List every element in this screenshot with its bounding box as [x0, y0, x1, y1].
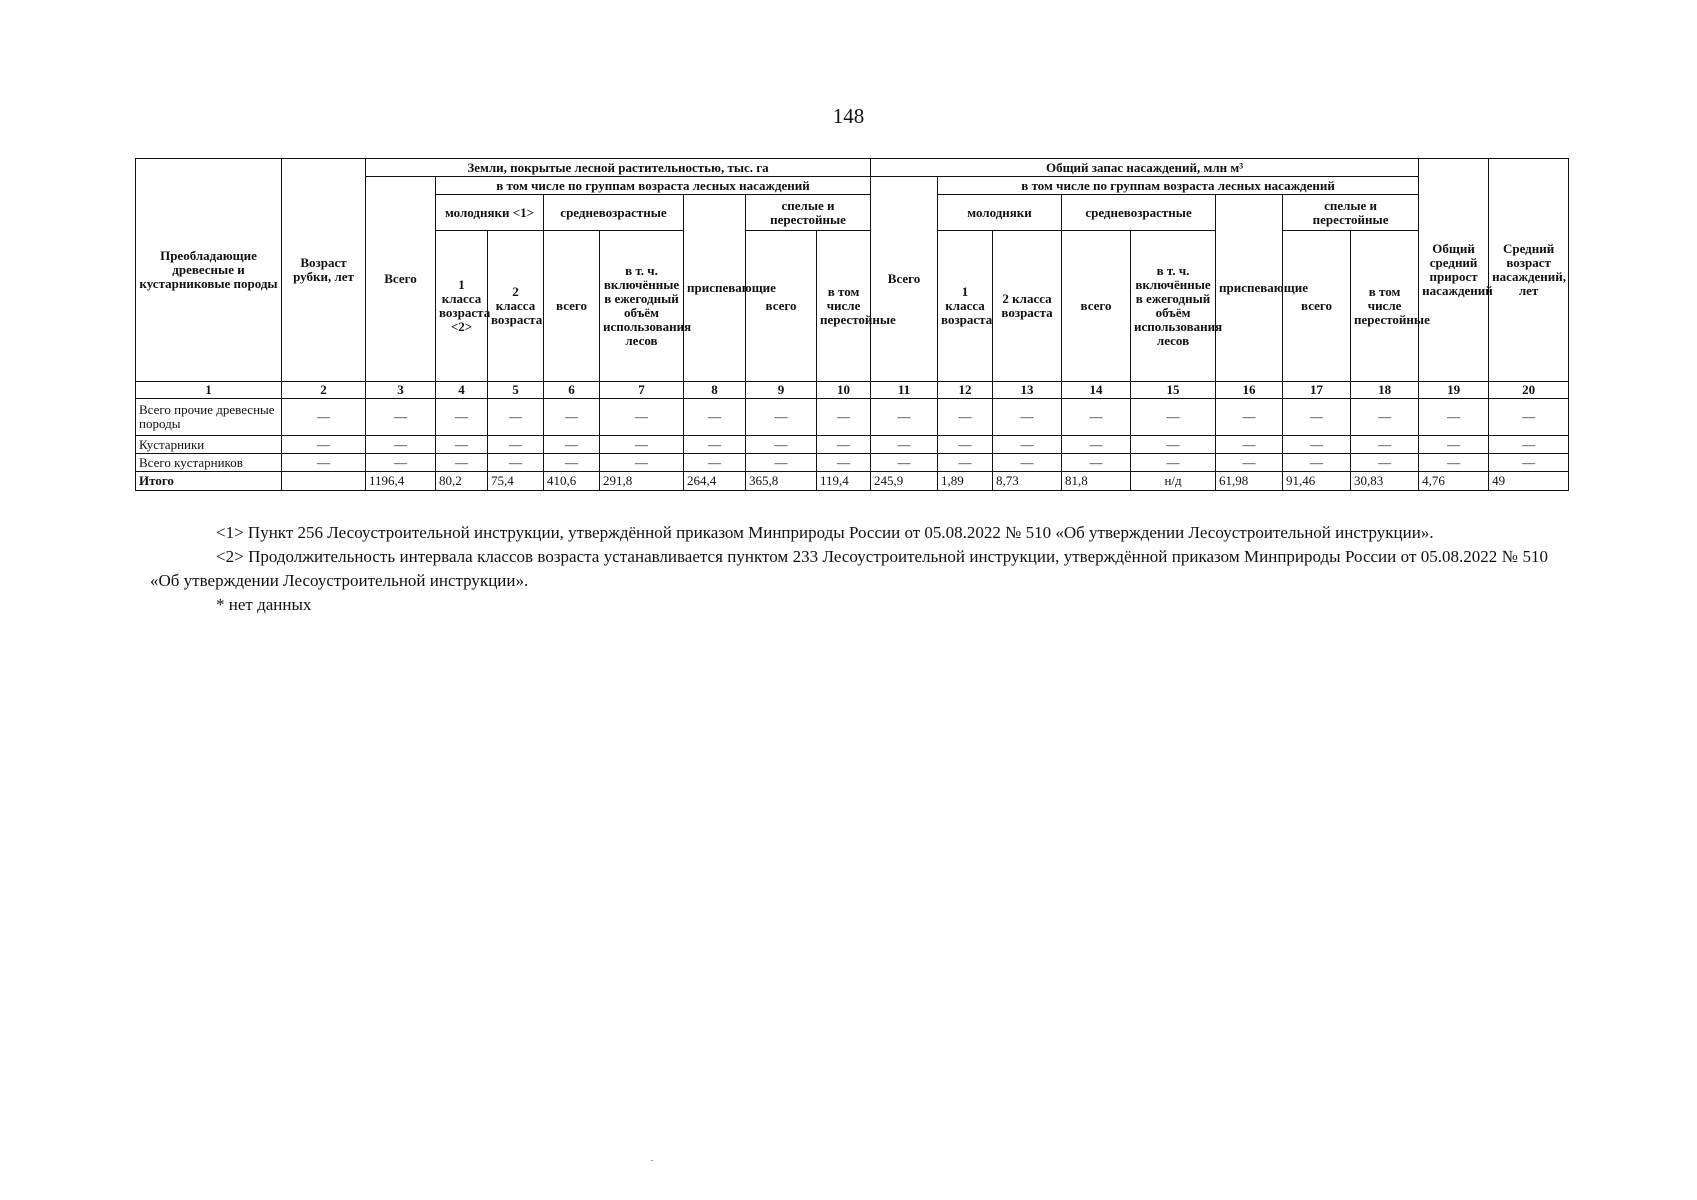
table-cell: — [993, 436, 1062, 454]
header-stock-young: молодняки [938, 195, 1062, 231]
table-cell: — [746, 436, 817, 454]
header-land-mature-all: всего [746, 231, 817, 382]
header-land-middle-incl: в т. ч. включённые в ежегодный объём использования лесов [600, 231, 684, 382]
header-stock-middle-incl: в т. ч. включённые в ежегодный объём использования лесов [1131, 231, 1216, 382]
table-cell: — [938, 454, 993, 472]
column-number: 11 [871, 382, 938, 399]
column-number: 10 [817, 382, 871, 399]
table-cell: — [938, 399, 993, 436]
table-cell: — [1489, 399, 1569, 436]
table-cell: — [1283, 454, 1351, 472]
header-stock-mature: спелые и перестойные [1283, 195, 1419, 231]
table-cell: 264,4 [684, 472, 746, 491]
footnote-2: <2> Продолжительность интервала классов возраста устанавливается пунктом 233 Лесоустроительной инструкции, утверждённой приказом Минприроды России от 05.08.2022 № 510 «Об утверждении Лесоустроительной инструкции». [150, 547, 1548, 590]
forest-table [135, 158, 1569, 491]
table-cell: — [436, 399, 488, 436]
header-stock-overmature: в том числе перестойные [1351, 231, 1419, 382]
header-land-group: Земли, покрытые лесной растительностью, тыс. га [366, 159, 871, 177]
header-avg-growth: Общий средний прирост насаждений [1419, 159, 1489, 382]
column-number: 16 [1216, 382, 1283, 399]
table-cell [282, 472, 366, 491]
table-cell: — [1216, 399, 1283, 436]
table-cell: — [600, 436, 684, 454]
table-cell: — [488, 399, 544, 436]
table-cell: — [817, 399, 871, 436]
table-row [136, 454, 1569, 472]
table-cell: 1,89 [938, 472, 993, 491]
column-number: 15 [1131, 382, 1216, 399]
table-cell: 81,8 [1062, 472, 1131, 491]
header-stock-group: Общий запас насаждений, млн м³ [871, 159, 1419, 177]
table-cell: — [366, 436, 436, 454]
column-number: 19 [1419, 382, 1489, 399]
table-cell: — [1351, 436, 1419, 454]
table-cell: 30,83 [1351, 472, 1419, 491]
table-cell: 245,9 [871, 472, 938, 491]
column-number: 2 [282, 382, 366, 399]
table-cell: — [282, 454, 366, 472]
column-number: 14 [1062, 382, 1131, 399]
table-cell: — [1419, 454, 1489, 472]
table-cell: 61,98 [1216, 472, 1283, 491]
header-land-mature: спелые и перестойные [746, 195, 871, 231]
table-cell: 365,8 [746, 472, 817, 491]
table-cell: — [746, 399, 817, 436]
table-cell: — [871, 399, 938, 436]
table-cell: 119,4 [817, 472, 871, 491]
footnote-no-data: * нет данных [216, 595, 312, 614]
table-row [136, 399, 1569, 436]
table-cell: — [993, 399, 1062, 436]
table-cell: — [746, 454, 817, 472]
column-number: 1 [136, 382, 282, 399]
footnotes [150, 521, 1548, 617]
table-cell: — [1062, 399, 1131, 436]
header-land-middle-all: всего [544, 231, 600, 382]
table-cell: — [544, 436, 600, 454]
table-cell: — [544, 399, 600, 436]
table-cell: — [1419, 436, 1489, 454]
table-cell: — [282, 436, 366, 454]
column-number: 17 [1283, 382, 1351, 399]
header-stock-middle-all: всего [1062, 231, 1131, 382]
scan-speck [651, 1160, 653, 1161]
table-cell: — [684, 454, 746, 472]
table-cell: — [1489, 454, 1569, 472]
header-land-class2: 2 класса возраста [488, 231, 544, 382]
column-number: 8 [684, 382, 746, 399]
table-cell: — [1131, 399, 1216, 436]
table-cell: — [1351, 399, 1419, 436]
column-number: 5 [488, 382, 544, 399]
table-cell: — [1283, 436, 1351, 454]
table-cell: — [684, 399, 746, 436]
table-cell: 4,76 [1419, 472, 1489, 491]
table-row [136, 436, 1569, 454]
table-cell: — [938, 436, 993, 454]
table-cell: — [1216, 454, 1283, 472]
header-stock-by-age: в том числе по группам возраста лесных насаждений [938, 177, 1419, 195]
header-land-middle: средневозрастные [544, 195, 684, 231]
table-cell: — [871, 436, 938, 454]
header-stock-class1: 1 класса возраста [938, 231, 993, 382]
column-number-row [136, 382, 1569, 399]
table-cell: — [282, 399, 366, 436]
table-cell: — [1131, 454, 1216, 472]
column-number: 18 [1351, 382, 1419, 399]
table-cell: — [488, 454, 544, 472]
row-name: Итого [136, 472, 282, 491]
header-land-total: Всего [366, 177, 436, 382]
table-cell: — [600, 399, 684, 436]
header-land-class1: 1 класса возраста <2> [436, 231, 488, 382]
table-cell: — [544, 454, 600, 472]
table-cell: — [436, 436, 488, 454]
row-name: Всего прочие древесные породы [136, 399, 282, 436]
column-number: 20 [1489, 382, 1569, 399]
header-species: Преобладающие древесные и кустарниковые породы [136, 159, 282, 382]
table-body [136, 399, 1569, 491]
table-cell: — [1489, 436, 1569, 454]
header-land-young: молодняки <1> [436, 195, 544, 231]
header-land-by-age: в том числе по группам возраста лесных насаждений [436, 177, 871, 195]
table-cell: — [488, 436, 544, 454]
header-stock-mature-all: всего [1283, 231, 1351, 382]
table-cell: — [1283, 399, 1351, 436]
table-cell: н/д [1131, 472, 1216, 491]
header-stock-middle: средневозрастные [1062, 195, 1216, 231]
table-cell: — [817, 436, 871, 454]
page-number: 148 [832, 104, 865, 128]
column-number: 4 [436, 382, 488, 399]
table-cell: — [993, 454, 1062, 472]
table-cell: 1196,4 [366, 472, 436, 491]
table-row [136, 472, 1569, 491]
table-cell: 410,6 [544, 472, 600, 491]
table-cell: 291,8 [600, 472, 684, 491]
table-cell: — [1062, 436, 1131, 454]
table-cell: — [1062, 454, 1131, 472]
row-name: Всего кустарников [136, 454, 282, 472]
row-name: Кустарники [136, 436, 282, 454]
table-cell: — [1216, 436, 1283, 454]
table-cell: 8,73 [993, 472, 1062, 491]
table-cell: 80,2 [436, 472, 488, 491]
column-number: 3 [366, 382, 436, 399]
footnote-1: <1> Пункт 256 Лесоустроительной инструкции, утверждённой приказом Минприроды России от 05.08.2022 № 510 «Об утверждении Лесоустроительной инструкции». [216, 523, 1434, 542]
header-avg-age: Средний возраст насаждений, лет [1489, 159, 1569, 382]
table-cell: — [817, 454, 871, 472]
column-number: 13 [993, 382, 1062, 399]
table-cell: — [684, 436, 746, 454]
table-cell: 91,46 [1283, 472, 1351, 491]
table-cell: — [871, 454, 938, 472]
table-cell: — [436, 454, 488, 472]
header-land-ripening: приспевающие [684, 195, 746, 382]
column-number: 12 [938, 382, 993, 399]
header-stock-class2: 2 класса возраста [993, 231, 1062, 382]
column-number: 6 [544, 382, 600, 399]
table-cell: — [366, 454, 436, 472]
table-cell: 75,4 [488, 472, 544, 491]
header-stock-ripening: приспевающие [1216, 195, 1283, 382]
table-cell: — [366, 399, 436, 436]
table-cell: — [1419, 399, 1489, 436]
table-cell: — [1131, 436, 1216, 454]
table-cell: — [600, 454, 684, 472]
header-stock-total: Всего [871, 177, 938, 382]
header-cutting-age: Возраст рубки, лет [282, 159, 366, 382]
header-land-overmature: в том числе перестойные [817, 231, 871, 382]
table-cell: 49 [1489, 472, 1569, 491]
column-number: 7 [600, 382, 684, 399]
table-cell: — [1351, 454, 1419, 472]
column-number: 9 [746, 382, 817, 399]
